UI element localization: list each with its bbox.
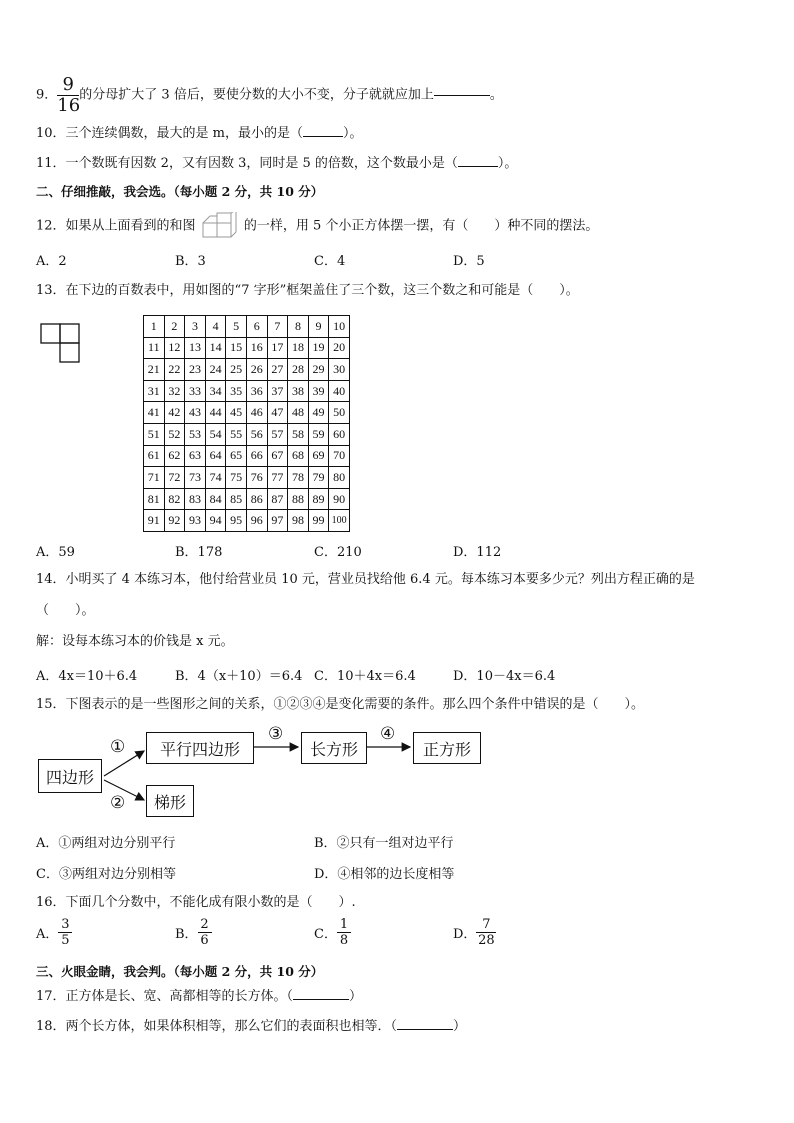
hundred-table-cell: 59 — [308, 423, 329, 445]
q12-option-c[interactable]: C．4 — [314, 254, 346, 269]
hundred-table-cell: 68 — [288, 445, 309, 467]
q13-option-d[interactable]: D．112 — [453, 545, 502, 560]
condition-3-label: ③ — [268, 724, 284, 744]
q13-option-c[interactable]: C．210 — [314, 545, 362, 560]
hundred-table-cell: 20 — [329, 337, 350, 359]
hundred-table-cell: 49 — [308, 402, 329, 424]
cube-view-figure — [202, 212, 238, 240]
q15-option-a[interactable]: A．①两组对边分别平行 — [36, 836, 176, 851]
hundred-table-row — [144, 402, 350, 424]
hundred-table-cell: 38 — [288, 380, 309, 402]
hundred-table-cell: 95 — [226, 510, 247, 532]
q15-option-c[interactable]: C．③两组对边分别相等 — [36, 867, 176, 882]
hundred-table-cell: 24 — [205, 359, 226, 381]
hundred-table-cell: 27 — [267, 359, 288, 381]
hundred-table-row — [144, 467, 350, 489]
hundred-table-cell: 4 — [205, 316, 226, 338]
q16-option-d[interactable] — [453, 918, 496, 947]
hundred-table-cell: 15 — [226, 337, 247, 359]
hundred-table-row — [144, 316, 350, 338]
hundred-table-cell: 32 — [164, 380, 185, 402]
q16-d-num: 7 — [482, 917, 491, 932]
hundred-table-row — [144, 337, 350, 359]
hundred-table-cell: 31 — [144, 380, 165, 402]
q16-c-den: 8 — [339, 933, 349, 948]
hundred-table-cell: 41 — [144, 402, 165, 424]
hundred-table-row — [144, 488, 350, 510]
q9-frac-num: 9 — [62, 74, 74, 95]
hundred-table-cell: 26 — [246, 359, 267, 381]
q12-text-a: 12．如果从上面看到的和图 — [36, 218, 196, 234]
hundred-table-cell: 52 — [164, 423, 185, 445]
hundred-table-cell: 37 — [267, 380, 288, 402]
q16-option-c[interactable] — [314, 918, 351, 947]
hundred-table-cell: 62 — [164, 445, 185, 467]
hundred-table-cell: 54 — [205, 423, 226, 445]
hundred-table-cell: 61 — [144, 445, 165, 467]
hundred-table-cell: 99 — [308, 510, 329, 532]
hundred-table-cell: 17 — [267, 337, 288, 359]
q9-fraction — [57, 76, 79, 115]
hundred-table-cell: 60 — [329, 423, 350, 445]
question-15: 15．下图表示的是一些图形之间的关系，①②③④是变化需要的条件。那么四个条件中错误的是（ ）。 — [36, 697, 645, 712]
hundred-table-cell: 3 — [185, 316, 206, 338]
q13-option-a[interactable]: A．59 — [36, 545, 75, 560]
hundred-table-cell: 80 — [329, 467, 350, 489]
q16-a-fraction — [58, 918, 72, 947]
hundred-table — [143, 315, 350, 532]
hundred-table-cell: 45 — [226, 402, 247, 424]
q16-option-b[interactable] — [175, 918, 212, 947]
hundred-table-row — [144, 510, 350, 532]
hundred-table-cell: 65 — [226, 445, 247, 467]
hundred-table-cell: 82 — [164, 488, 185, 510]
q11-text: 11．一个数既有因数 2，又有因数 3，同时是 5 的倍数，这个数最小是（ — [36, 156, 458, 171]
parallelogram-box: 平行四边形 — [146, 732, 254, 764]
hundred-table-cell: 33 — [185, 380, 206, 402]
hundred-table-cell: 8 — [288, 316, 309, 338]
hundred-table-cell: 74 — [205, 467, 226, 489]
hundred-table-cell: 16 — [246, 337, 267, 359]
q9-text: 的分母扩大了 3 倍后，要使分数的大小不变，分子就就应加上 — [79, 87, 434, 103]
hundred-table-cell: 90 — [329, 488, 350, 510]
hundred-table-cell: 89 — [308, 488, 329, 510]
question-14-solution: 解：设每本练习本的价钱是 x 元。 — [36, 634, 234, 649]
hundred-table-cell: 18 — [288, 337, 309, 359]
q16-d-label: D． — [453, 927, 477, 942]
hundred-table-cell: 44 — [205, 402, 226, 424]
question-9 — [36, 76, 503, 115]
hundred-table-cell: 64 — [205, 445, 226, 467]
hundred-table-cell: 1 — [144, 316, 165, 338]
hundred-table-cell: 14 — [205, 337, 226, 359]
q16-b-den: 6 — [200, 933, 209, 948]
hundred-table-cell: 55 — [226, 423, 247, 445]
q9-number: 9． — [36, 87, 58, 103]
question-14: 14．小明买了 4 本练习本，他付给营业员 10 元，营业员找给他 6.4 元。每本练习本要多少元？列出方程正确的是 — [36, 572, 695, 587]
hundred-table-cell: 53 — [185, 423, 206, 445]
q18-text: 18．两个长方体，如果体积相等，那么它们的表面积也相等．（ — [36, 1019, 398, 1034]
hundred-table-cell: 83 — [185, 488, 206, 510]
q17-answer-blank[interactable] — [293, 999, 349, 1000]
q16-a-den: 5 — [61, 933, 70, 948]
hundred-table-cell: 69 — [308, 445, 329, 467]
q14-option-d[interactable]: D．10－4x＝6.4 — [453, 669, 556, 684]
hundred-table-cell: 63 — [185, 445, 206, 467]
q16-d-fraction — [476, 918, 496, 947]
q16-d-den: 28 — [478, 933, 495, 948]
q10-text: 10．三个连续偶数，最大的是 m，最小的是（ — [36, 126, 304, 141]
hundred-table-cell: 39 — [308, 380, 329, 402]
q16-c-fraction — [337, 918, 351, 947]
hundred-table-cell: 5 — [226, 316, 247, 338]
q16-option-a[interactable] — [36, 918, 72, 947]
question-13: 13．在下边的百数表中，用如图的“7 字形”框架盖住了三个数，这三个数之和可能是（ ）。 — [36, 283, 579, 298]
q16-c-num: 1 — [339, 917, 349, 932]
hundred-table-cell: 11 — [144, 337, 165, 359]
hundred-table-cell: 34 — [205, 380, 226, 402]
hundred-table-cell: 57 — [267, 423, 288, 445]
hundred-table-cell: 88 — [288, 488, 309, 510]
hundred-table-cell: 71 — [144, 467, 165, 489]
hundred-table-cell: 76 — [246, 467, 267, 489]
q16-a-label: A． — [36, 927, 59, 942]
q10-end: ）。 — [343, 126, 363, 141]
hundred-table-cell: 78 — [288, 467, 309, 489]
q15-option-d[interactable]: D．④相邻的边长度相等 — [314, 867, 455, 882]
q9-answer-blank[interactable] — [434, 95, 490, 96]
hundred-table-cell: 81 — [144, 488, 165, 510]
hundred-table-cell: 66 — [246, 445, 267, 467]
hundred-table-cell: 48 — [288, 402, 309, 424]
hundred-table-cell: 77 — [267, 467, 288, 489]
hundred-table-cell: 93 — [185, 510, 206, 532]
hundred-table-row — [144, 445, 350, 467]
hundred-table-cell: 22 — [164, 359, 185, 381]
q12-option-b[interactable]: B．3 — [175, 254, 206, 269]
hundred-table-cell: 94 — [205, 510, 226, 532]
quadrilateral-box: 四边形 — [38, 759, 102, 793]
hundred-table-cell: 12 — [164, 337, 185, 359]
hundred-table-cell: 67 — [267, 445, 288, 467]
q16-a-num: 3 — [61, 917, 70, 932]
square-box: 正方形 — [413, 732, 481, 764]
q11-end: ）。 — [497, 156, 518, 171]
hundred-table-cell: 86 — [246, 488, 267, 510]
hundred-table-cell: 85 — [226, 488, 247, 510]
hundred-table-row — [144, 359, 350, 381]
question-11 — [36, 156, 517, 172]
hundred-table-cell: 70 — [329, 445, 350, 467]
q17-end: ） — [349, 989, 363, 1004]
question-18 — [36, 1019, 466, 1035]
hundred-table-cell: 96 — [246, 510, 267, 532]
q16-c-label: C． — [314, 927, 337, 942]
section-2-heading: 二、仔细推敲，我会选。（每小题 2 分，共 10 分） — [36, 184, 324, 199]
hundred-table-cell: 35 — [226, 380, 247, 402]
hundred-table-cell: 42 — [164, 402, 185, 424]
condition-4-label: ④ — [380, 724, 396, 744]
hundred-table-cell: 10 — [329, 316, 350, 338]
q9-end: 。 — [489, 87, 503, 103]
hundred-table-cell: 28 — [288, 359, 309, 381]
q14-option-b[interactable]: B．4（x＋10）＝6.4 — [175, 669, 303, 684]
q18-answer-blank[interactable] — [397, 1029, 453, 1030]
q12-option-a[interactable]: A．2 — [36, 254, 67, 269]
hundred-table-cell: 30 — [329, 359, 350, 381]
q16-b-fraction — [198, 918, 212, 947]
hundred-table-cell: 46 — [246, 402, 267, 424]
q15-option-b[interactable]: B．②只有一组对边平行 — [314, 836, 454, 851]
question-14-paren: （ ）。 — [36, 603, 95, 618]
hundred-table-cell: 40 — [329, 380, 350, 402]
hundred-table-cell: 73 — [185, 467, 206, 489]
q11-answer-blank[interactable] — [458, 166, 498, 167]
hundred-table-cell: 9 — [308, 316, 329, 338]
question-16: 16．下面几个分数中，不能化成有限小数的是（ ）. — [36, 895, 356, 910]
hundred-table-cell: 79 — [308, 467, 329, 489]
hundred-table-cell: 98 — [288, 510, 309, 532]
hundred-table-cell: 75 — [226, 467, 247, 489]
q17-text: 17．正方体是长、宽、高都相等的长方体。（ — [36, 989, 294, 1004]
hundred-table-cell: 13 — [185, 337, 206, 359]
hundred-table-cell: 92 — [164, 510, 185, 532]
hundred-table-cell: 6 — [246, 316, 267, 338]
question-12 — [36, 212, 598, 240]
hundred-table-cell: 72 — [164, 467, 185, 489]
q12-text-b: 的一样，用 5 个小正方体摆一摆，有（ ）种不同的摆法。 — [243, 218, 599, 234]
hundred-table-cell: 91 — [144, 510, 165, 532]
hundred-table-cell: 36 — [246, 380, 267, 402]
hundred-table-cell: 25 — [226, 359, 247, 381]
hundred-table-cell: 19 — [308, 337, 329, 359]
seven-shape-frame-figure — [40, 323, 82, 365]
question-10 — [36, 126, 363, 142]
hundred-table-cell: 47 — [267, 402, 288, 424]
hundred-table-cell: 29 — [308, 359, 329, 381]
q14-option-a[interactable]: A．4x＝10＋6.4 — [36, 669, 138, 684]
hundred-table-row — [144, 423, 350, 445]
hundred-table-cell: 23 — [185, 359, 206, 381]
hundred-table-cell: 56 — [246, 423, 267, 445]
section-3-heading: 三、火眼金睛，我会判。（每小题 2 分，共 10 分） — [36, 964, 324, 979]
hundred-table-cell: 51 — [144, 423, 165, 445]
hundred-table-cell: 2 — [164, 316, 185, 338]
q14-option-c[interactable]: C．10＋4x＝6.4 — [314, 669, 416, 684]
hundred-table-cell: 84 — [205, 488, 226, 510]
q16-b-label: B． — [175, 927, 198, 942]
hundred-table-cell: 50 — [329, 402, 350, 424]
condition-1-label: ① — [110, 737, 126, 757]
rectangle-box: 长方形 — [301, 732, 367, 764]
hundred-table-cell: 87 — [267, 488, 288, 510]
q13-option-b[interactable]: B．178 — [175, 545, 223, 560]
condition-2-label: ② — [110, 793, 126, 813]
hundred-table-cell: 58 — [288, 423, 309, 445]
q10-answer-blank[interactable] — [303, 136, 343, 137]
trapezoid-box: 梯形 — [146, 785, 194, 817]
hundred-table-row — [144, 380, 350, 402]
hundred-table-cell: 7 — [267, 316, 288, 338]
question-17 — [36, 989, 362, 1005]
q12-option-d[interactable]: D．5 — [453, 254, 485, 269]
hundred-table-cell: 21 — [144, 359, 165, 381]
q18-end: ） — [453, 1019, 467, 1034]
q9-frac-den: 16 — [57, 95, 81, 116]
hundred-table-cell: 97 — [267, 510, 288, 532]
hundred-table-cell: 43 — [185, 402, 206, 424]
q16-b-num: 2 — [200, 917, 209, 932]
hundred-table-cell: 100 — [329, 510, 350, 532]
